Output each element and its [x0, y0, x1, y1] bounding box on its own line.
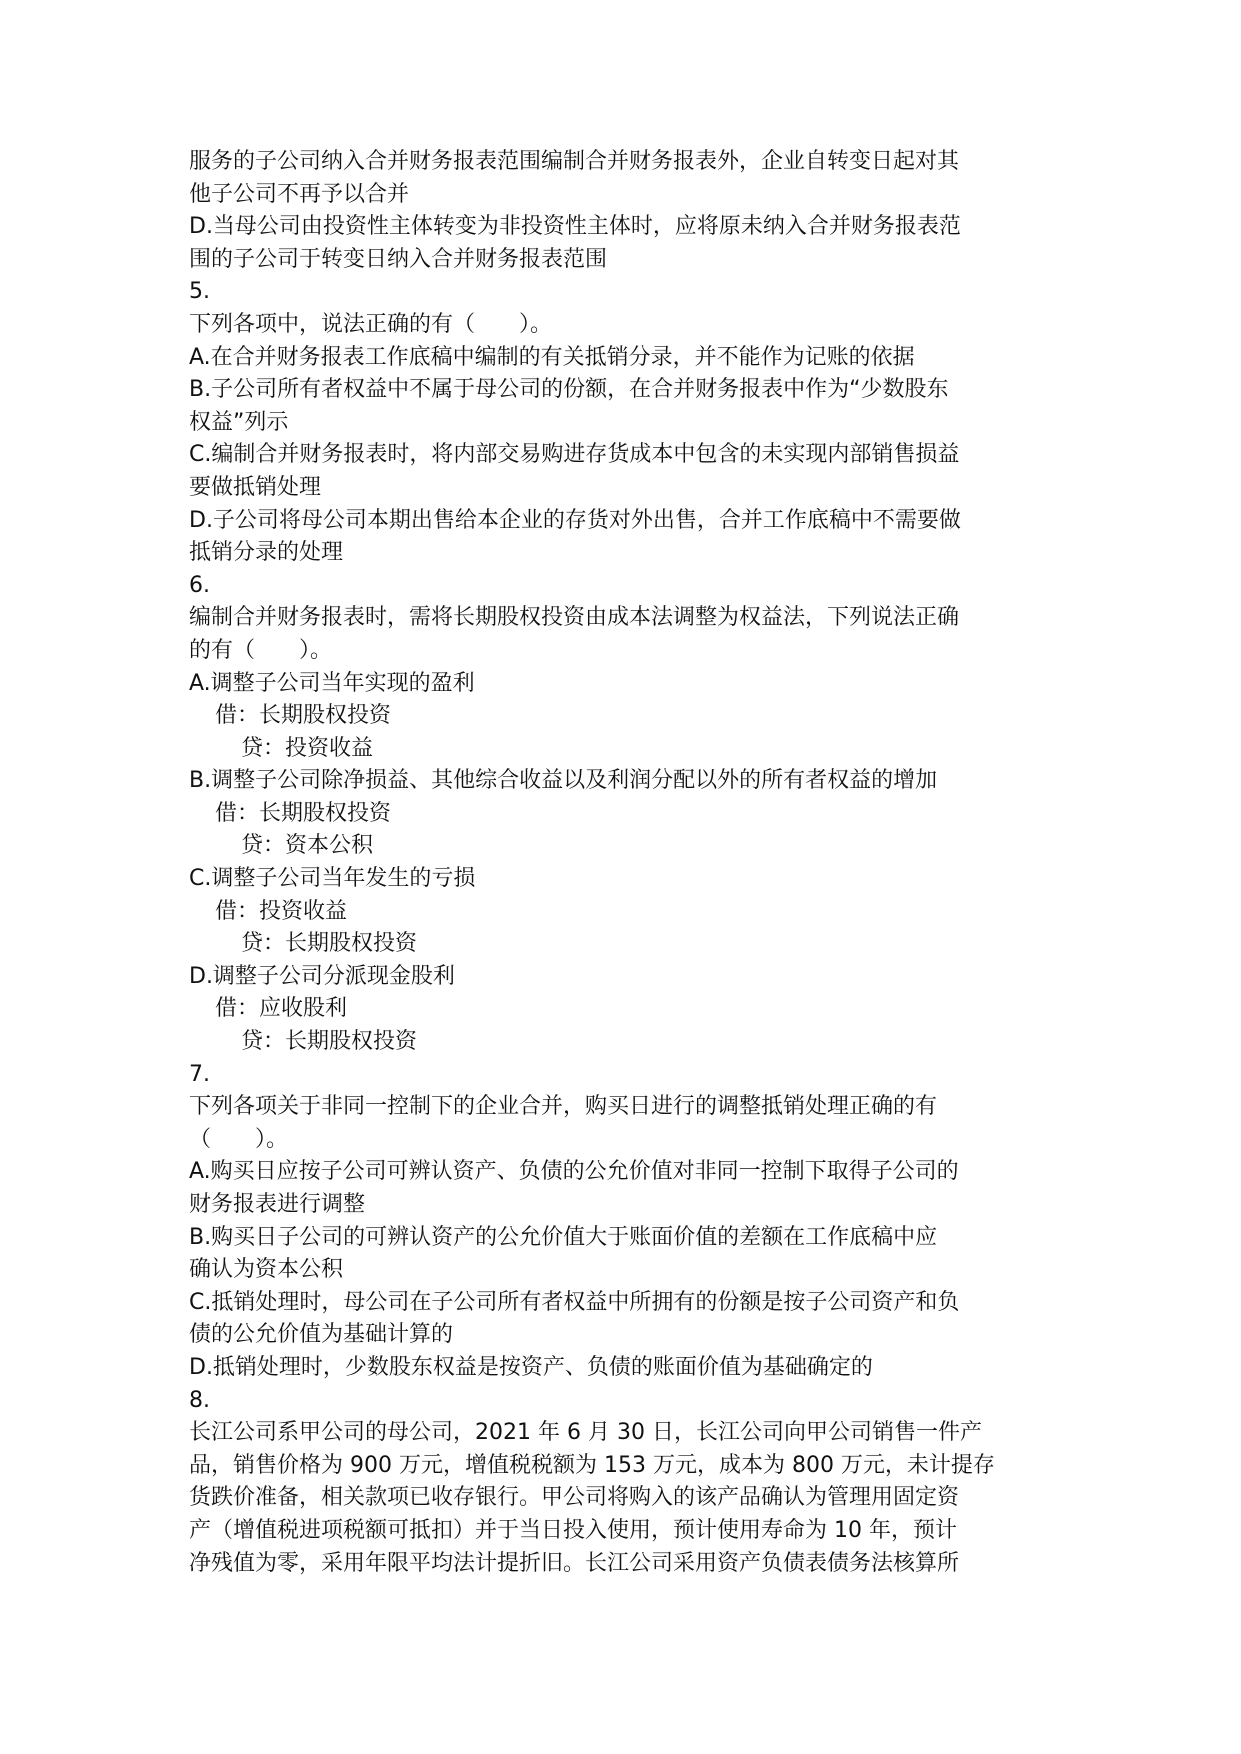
text-line: 6. — [189, 572, 210, 598]
text-line: 债的公允价值为基础计算的 — [189, 1322, 454, 1348]
text-line: 长江公司系甲公司的母公司，2021 年 6 月 30 日，长江公司向甲公司销售一件产 — [189, 1420, 982, 1446]
text-line: C.编制合并财务报表时，将内部交易购进存货成本中包含的未实现内部销售损益 — [189, 442, 960, 468]
text-line: 借：应收股利 — [215, 996, 348, 1022]
text-line: 他子公司不再予以合并 — [189, 181, 410, 207]
text-line: 7. — [189, 1061, 210, 1087]
text-line: 编制合并财务报表时，需将长期股权投资由成本法调整为权益法，下列说法正确 — [189, 605, 960, 631]
text-line: A.调整子公司当年实现的盈利 — [189, 670, 475, 696]
text-line: 权益”列示 — [189, 409, 289, 435]
text-line: A.购买日应按子公司可辨认资产、负债的公允价值对非同一控制下取得子公司的 — [189, 1159, 959, 1185]
text-line: 贷：长期股权投资 — [241, 931, 418, 957]
text-line: 下列各项中，说法正确的有（ ）。 — [189, 311, 553, 337]
text-line: 产（增值税进项税额可抵扣）并于当日投入使用，预计使用寿命为 10 年，预计 — [189, 1517, 957, 1543]
text-line: B.购买日子公司的可辨认资产的公允价值大于账面价值的差额在工作底稿中应 — [189, 1224, 938, 1250]
text-line: 8. — [189, 1387, 210, 1413]
text-line: B.子公司所有者权益中不属于母公司的份额，在合并财务报表中作为“少数股东 — [189, 377, 949, 403]
text-line: 围的子公司于转变日纳入合并财务报表范围 — [189, 246, 608, 272]
text-line: 下列各项关于非同一控制下的企业合并，购买日进行的调整抵销处理正确的有 — [189, 1094, 938, 1120]
text-line: 确认为资本公积 — [189, 1257, 344, 1283]
text-line: 的有（ ）。 — [189, 637, 333, 663]
text-line: C.调整子公司当年发生的亏损 — [189, 866, 476, 892]
text-line: 要做抵销处理 — [189, 474, 322, 500]
text-line: 抵销分录的处理 — [189, 540, 344, 566]
text-line: 品，销售价格为 900 万元，增值税税额为 153 万元，成本为 800 万元，未计提存 — [189, 1452, 995, 1478]
text-line: 借：长期股权投资 — [215, 800, 392, 826]
text-line: 货跌价准备，相关款项已收存银行。甲公司将购入的该产品确认为管理用固定资 — [189, 1485, 960, 1511]
document-body — [189, 146, 1069, 1580]
text-line: D.调整子公司分派现金股利 — [189, 963, 455, 989]
text-line: B.调整子公司除净损益、其他综合收益以及利润分配以外的所有者权益的增加 — [189, 768, 938, 794]
text-line: 贷：长期股权投资 — [241, 1029, 418, 1055]
text-line: 借：长期股权投资 — [215, 703, 392, 729]
text-line: （ ）。 — [189, 1126, 289, 1152]
text-line: 借：投资收益 — [215, 898, 348, 924]
text-line: D.抵销处理时，少数股东权益是按资产、负债的账面价值为基础确定的 — [189, 1354, 873, 1380]
text-line: 贷：投资收益 — [241, 735, 374, 761]
text-line: D.当母公司由投资性主体转变为非投资性主体时，应将原未纳入合并财务报表范 — [189, 214, 961, 240]
text-line: 贷：资本公积 — [241, 833, 374, 859]
text-line: C.抵销处理时，母公司在子公司所有者权益中所拥有的份额是按子公司资产和负 — [189, 1289, 960, 1315]
text-line: D.子公司将母公司本期出售给本企业的存货对外出售，合并工作底稿中不需要做 — [189, 507, 961, 533]
text-line: 净残值为零，采用年限平均法计提折旧。长江公司采用资产负债表债务法核算所 — [189, 1550, 960, 1576]
text-line: 财务报表进行调整 — [189, 1192, 366, 1217]
text-line: 5. — [189, 279, 210, 305]
text-line: A.在合并财务报表工作底稿中编制的有关抵销分录，并不能作为记账的依据 — [189, 344, 915, 370]
text-line: 服务的子公司纳入合并财务报表范围编制合并财务报表外，企业自转变日起对其 — [189, 149, 960, 174]
